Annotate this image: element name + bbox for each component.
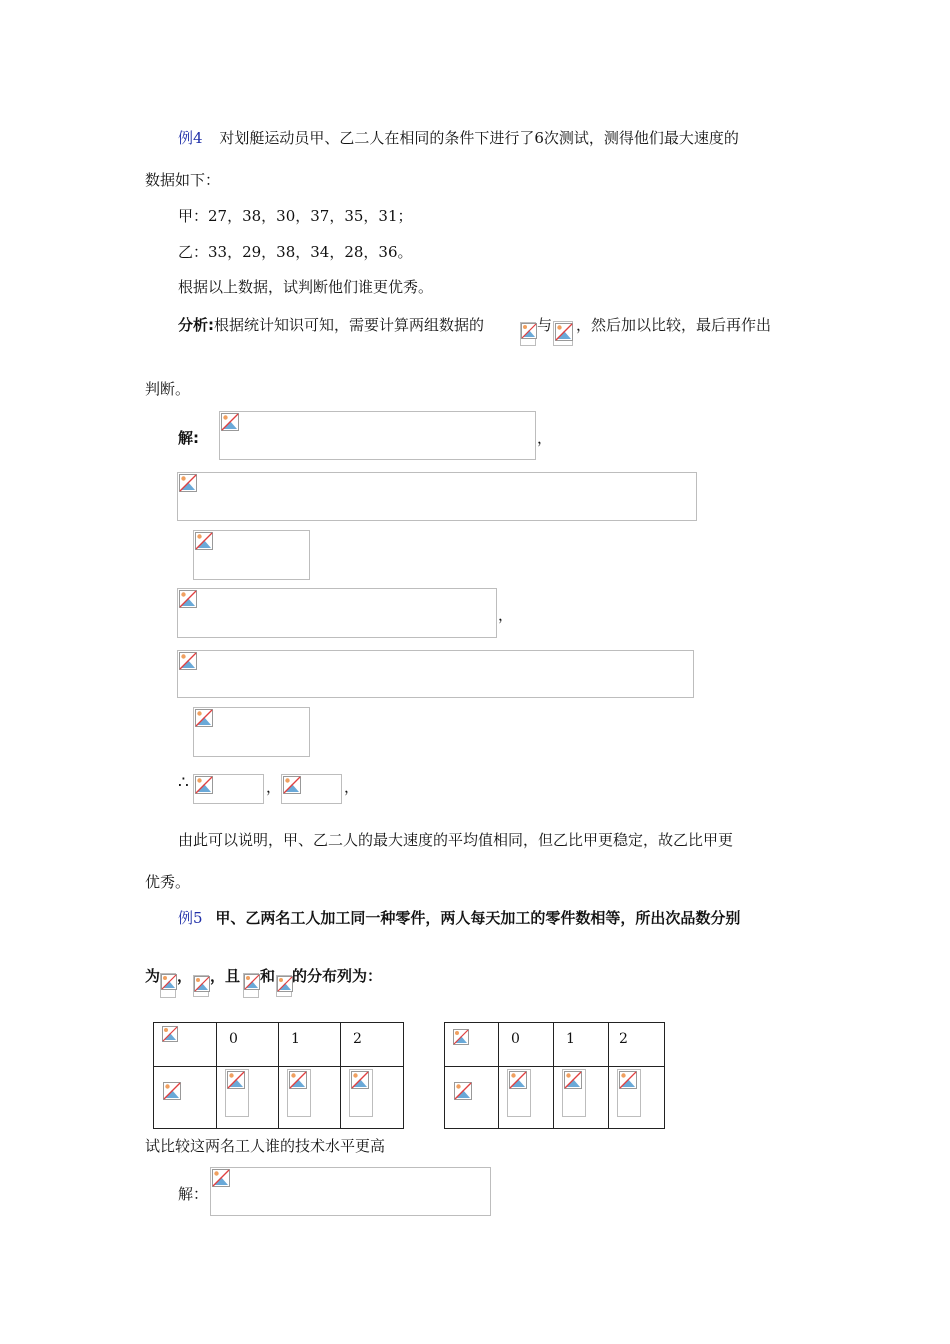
comma-2: ， xyxy=(498,606,514,624)
example5-label: 例5 xyxy=(178,909,203,927)
example4-analysis-line xyxy=(178,314,484,335)
formula-image-p xyxy=(162,1081,182,1101)
broken-image-icon xyxy=(521,323,537,339)
formula-image-mean-equal xyxy=(193,774,264,804)
broken-image-icon xyxy=(161,974,177,990)
example5-line1 xyxy=(178,907,740,928)
comma-4: ， xyxy=(344,778,360,796)
analysis-label: 分析: xyxy=(178,316,214,334)
formula-image-variance-result xyxy=(193,707,310,757)
table-cell-value: 0 xyxy=(217,1023,279,1067)
analysis-part1: 根据统计知识可知，需要计算两组数据的 xyxy=(214,316,485,334)
broken-image-icon xyxy=(619,1071,637,1089)
table-cell-value: 1 xyxy=(279,1023,341,1067)
example5-question: 试比较这两名工人谁的技术水平更高 xyxy=(145,1137,386,1155)
example4-data-yi: 乙：33，29，38，34，28，36。 xyxy=(178,243,413,261)
example5-end: 的分布列为： xyxy=(292,967,383,985)
formula-image-mean-yi xyxy=(177,472,697,521)
table-cell-value: 1 xyxy=(554,1023,609,1067)
broken-image-icon xyxy=(555,323,573,341)
table-cell-probability xyxy=(554,1067,609,1129)
formula-image-xi2 xyxy=(193,975,209,997)
formula-image-prob xyxy=(349,1069,373,1117)
table-header-variable xyxy=(445,1023,499,1067)
broken-image-icon xyxy=(277,976,293,992)
formula-image-xi2-header xyxy=(453,1029,469,1049)
broken-image-icon xyxy=(283,776,301,794)
formula-image-variance xyxy=(553,321,573,346)
example4-data-jia: 甲：27，38，30，37，35，31； xyxy=(178,207,413,225)
broken-image-icon xyxy=(195,709,213,727)
example4-problem-line1: 对划艇运动员甲、乙二人在相同的条件下进行了6次测试，测得他们最大速度的 xyxy=(219,129,739,147)
formula-image-variance-jia xyxy=(177,588,497,638)
formula-image-prob xyxy=(507,1069,531,1117)
formula-image-mean xyxy=(520,322,536,346)
comma-1: ， xyxy=(537,429,553,447)
formula-image-variance-compare xyxy=(281,774,342,804)
broken-image-icon xyxy=(194,976,210,992)
comma-3: ， xyxy=(266,778,282,796)
solution-label: 解: xyxy=(178,429,199,447)
broken-image-icon xyxy=(564,1071,582,1089)
formula-image-p xyxy=(453,1081,473,1101)
formula-image-prob xyxy=(617,1069,641,1117)
example4-line1 xyxy=(178,127,739,148)
table-cell-probability xyxy=(609,1067,665,1129)
example5-comma-and: ，且 xyxy=(210,967,241,985)
table-cell-value: 2 xyxy=(609,1023,665,1067)
broken-image-icon xyxy=(509,1071,527,1089)
example4-problem-line2: 数据如下： xyxy=(145,171,221,189)
table-header-variable xyxy=(154,1023,217,1067)
broken-image-icon xyxy=(162,1026,178,1042)
therefore-symbol: ∴ xyxy=(178,773,189,793)
example5-problem-line1: 甲、乙两名工人加工同一种零件，两人每天加工的零件数相等，所出次品数分别 xyxy=(215,909,741,927)
table-cell-value: 2 xyxy=(341,1023,404,1067)
formula-image-xi1-b xyxy=(243,973,259,998)
broken-image-icon xyxy=(453,1029,469,1045)
broken-image-icon xyxy=(227,1071,245,1089)
analysis-line2: 判断。 xyxy=(145,380,191,398)
broken-image-icon xyxy=(351,1071,369,1089)
formula-image-prob xyxy=(287,1069,311,1117)
formula-image-xi1-header xyxy=(162,1026,178,1050)
broken-image-icon xyxy=(179,590,197,608)
analysis-and: 与 xyxy=(537,316,553,334)
example4-question: 根据以上数据，试判断他们谁更优秀。 xyxy=(178,278,434,296)
table-header-probability xyxy=(154,1067,217,1129)
table-cell-probability xyxy=(279,1067,341,1129)
analysis-part2: ，然后加以比较，最后再作出 xyxy=(576,316,772,334)
broken-image-icon xyxy=(454,1082,472,1100)
table-cell-probability xyxy=(341,1067,404,1129)
broken-image-icon xyxy=(163,1082,181,1100)
formula-image-mean-result xyxy=(193,530,310,580)
formula-image-example5-solution xyxy=(210,1167,491,1216)
conclusion-line2: 优秀。 xyxy=(145,873,191,891)
formula-image-mean-jia xyxy=(219,411,536,460)
formula-image-xi1 xyxy=(160,973,176,998)
broken-image-icon xyxy=(289,1071,307,1089)
conclusion-line1: 由此可以说明，甲、乙二人的最大速度的平均值相同，但乙比甲更稳定，故乙比甲更 xyxy=(178,831,734,849)
example5-comma: ， xyxy=(177,967,193,985)
broken-image-icon xyxy=(195,776,213,794)
broken-image-icon xyxy=(221,413,239,431)
table-cell-probability xyxy=(499,1067,554,1129)
broken-image-icon xyxy=(212,1169,230,1187)
formula-image-xi2-b xyxy=(276,975,292,997)
broken-image-icon xyxy=(179,652,197,670)
example5-wei: 为 xyxy=(145,967,161,985)
example4-label: 例4 xyxy=(178,129,203,147)
formula-image-variance-yi xyxy=(177,650,694,698)
broken-image-icon xyxy=(244,974,260,990)
broken-image-icon xyxy=(195,532,213,550)
table-header-probability xyxy=(445,1067,499,1129)
formula-image-prob xyxy=(225,1069,249,1117)
broken-image-icon xyxy=(179,474,197,492)
example5-he: 和 xyxy=(260,967,276,985)
distribution-table-jia xyxy=(153,1022,404,1129)
table-cell-value: 0 xyxy=(499,1023,554,1067)
table-cell-probability xyxy=(217,1067,279,1129)
distribution-table-yi xyxy=(444,1022,665,1129)
formula-image-prob xyxy=(562,1069,586,1117)
example5-solution-label: 解： xyxy=(178,1185,209,1203)
